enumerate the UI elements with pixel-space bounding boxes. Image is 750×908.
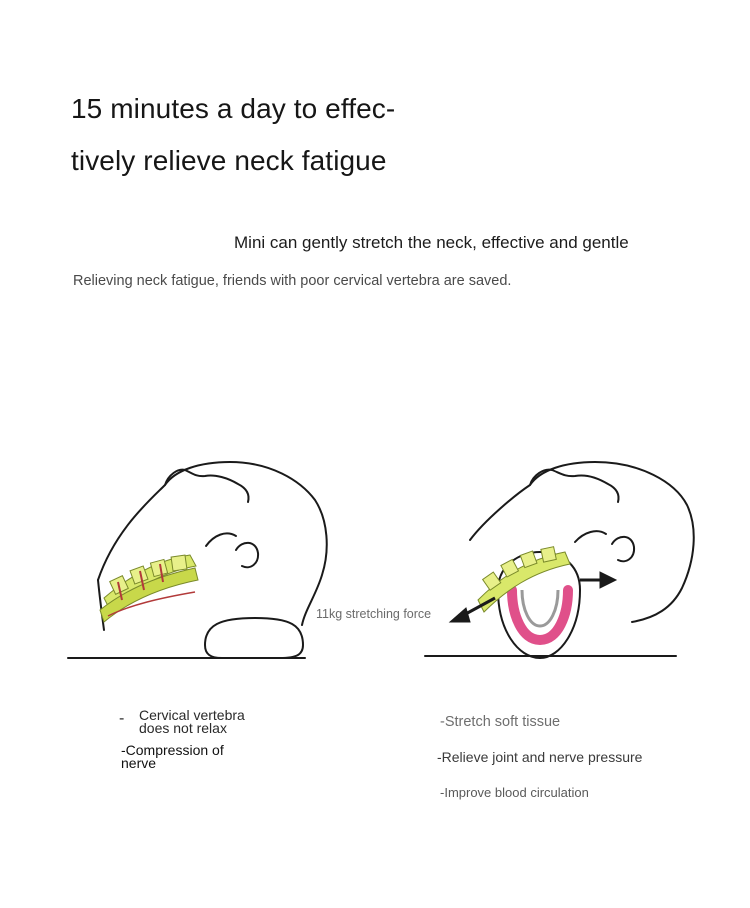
right-face-profile (530, 470, 619, 502)
left-head-illustration (68, 462, 327, 658)
right-note-relieve-pressure: -Relieve joint and nerve pressure (437, 749, 643, 765)
headline-line-1: 15 minutes a day to effec- (71, 93, 396, 124)
right-jaw (575, 531, 606, 542)
neck-illustration (0, 440, 750, 680)
left-note-cervical-vertebra: Cervical vertebra does not relax (139, 707, 245, 736)
left-jaw (206, 533, 236, 546)
description: Relieving neck fatigue, friends with poor cervical vertebra are saved. (73, 273, 512, 289)
stretching-force-label: 11kg stretching force (316, 607, 432, 621)
left-note-dash: - (119, 710, 125, 727)
left-neck-back (98, 580, 104, 630)
left-ear (236, 543, 258, 567)
left-spine (100, 555, 198, 622)
headline-line-2: tively relieve neck fatigue (71, 145, 387, 176)
left-pillow (205, 618, 303, 658)
stretch-arrows (450, 572, 616, 622)
right-u-pillow-band (512, 590, 568, 640)
right-note-blood-circulation: -Improve blood circulation (440, 785, 589, 800)
right-head-outline (470, 462, 694, 622)
right-note-stretch-soft-tissue: -Stretch soft tissue (440, 714, 561, 730)
left-note-nerve-compression: -Compression of nerve (121, 742, 224, 771)
subtitle: Mini can gently stretch the neck, effective and gentle (234, 233, 629, 252)
right-ear (612, 537, 634, 561)
